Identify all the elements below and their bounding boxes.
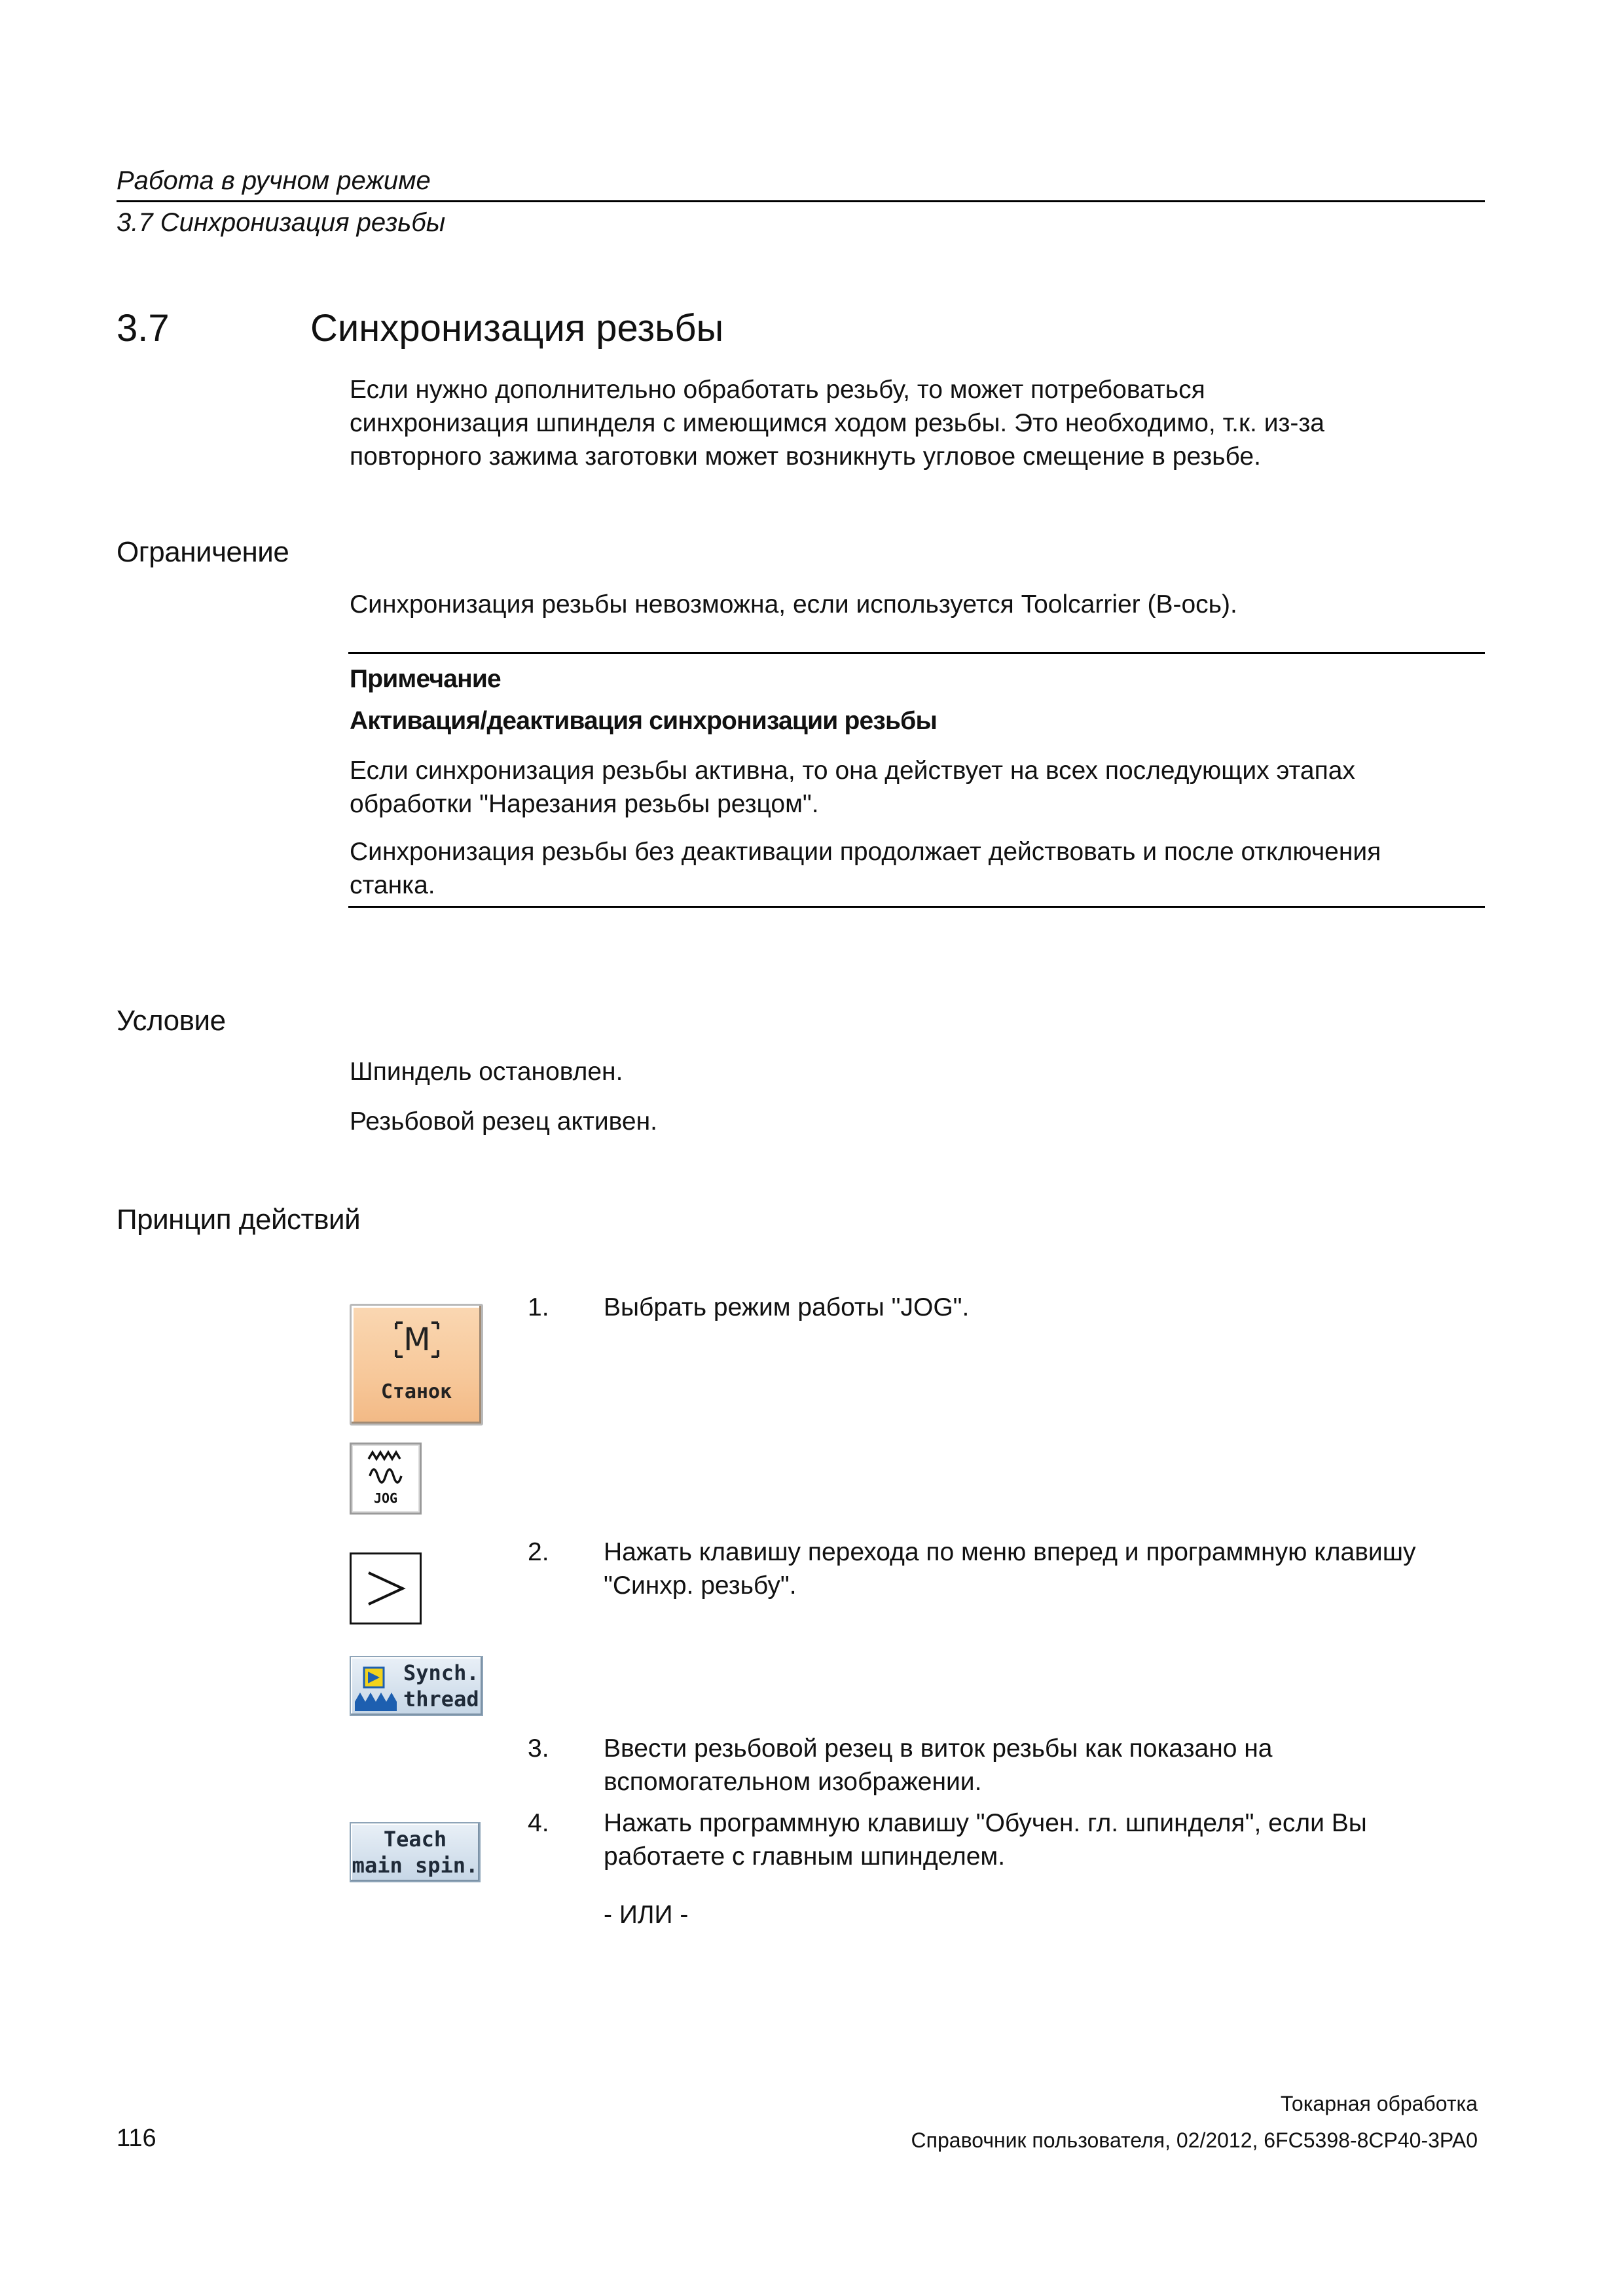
jog-key[interactable] — [350, 1443, 422, 1515]
machine-key[interactable] — [350, 1304, 483, 1426]
svg-text:M: M — [403, 1321, 431, 1358]
step-line: Нажать программную клавишу "Обучен. гл. шпинделя", если Вы — [604, 1809, 1367, 1837]
jog-icon — [363, 1448, 409, 1489]
condition-item: Резьбовой резец активен. — [350, 1107, 657, 1136]
step-line: вспомогательном изображении. — [604, 1768, 982, 1796]
note-line: Если синхронизация резьбы активна, то она действует на всех последующих этапах — [350, 757, 1355, 785]
note-title: Активация/деактивация синхронизации резьбы — [350, 707, 937, 735]
note-line: Синхронизация резьбы без деактивации продолжает действовать и после отключения — [350, 838, 1381, 866]
synch-thread-line2: thread — [403, 1687, 479, 1712]
note-paragraph-1 — [350, 754, 1355, 821]
chevron-right-icon — [365, 1569, 407, 1608]
jog-key-label: JOG — [373, 1490, 398, 1506]
step-line: Нажать клавишу перехода по меню вперед и программную клавишу — [604, 1538, 1416, 1566]
step-number: 4. — [528, 1809, 549, 1837]
step-line: "Синхр. резьбу". — [604, 1571, 797, 1600]
intro-paragraph — [350, 373, 1324, 473]
step-text — [604, 1535, 1416, 1602]
restriction-text: Синхронизация резьбы невозможна, если используется Toolcarrier (B-ось). — [350, 590, 1237, 619]
condition-item: Шпиндель остановлен. — [350, 1058, 623, 1086]
note-bottom-rule — [348, 906, 1485, 908]
synch-thread-icon — [355, 1664, 397, 1711]
step-text — [604, 1732, 1272, 1799]
or-separator: - ИЛИ - — [604, 1901, 689, 1929]
menu-forward-key[interactable] — [350, 1552, 422, 1624]
teach-main-spindle-softkey[interactable] — [350, 1822, 481, 1882]
footer-manual-info: Справочник пользователя, 02/2012, 6FC5398-8CP40-3PA0 — [911, 2128, 1478, 2152]
machine-key-label: Станок — [380, 1380, 452, 1403]
section-title: Синхронизация резьбы — [310, 307, 724, 350]
machine-m-icon — [391, 1314, 443, 1366]
header-rule — [117, 200, 1485, 202]
section-number: 3.7 — [117, 307, 170, 350]
note-top-rule — [348, 652, 1485, 654]
note-line: станка. — [350, 871, 435, 899]
step-text — [604, 1291, 969, 1324]
procedure-heading: Принцип действий — [117, 1204, 361, 1236]
synch-thread-softkey[interactable] — [350, 1656, 483, 1716]
note-line: обработки "Нарезания резьбы резцом". — [350, 790, 819, 818]
step-line: Ввести резьбовой резец в виток резьбы как показано на — [604, 1734, 1273, 1763]
running-header-chapter: Работа в ручном режиме — [117, 166, 431, 195]
restriction-heading: Ограничение — [117, 536, 289, 568]
intro-line: синхронизация шпинделя с имеющимся ходом резьбы. Это необходимо, т.к. из-за — [350, 409, 1324, 437]
running-header-section: 3.7 Синхронизация резьбы — [117, 208, 446, 237]
condition-heading: Условие — [117, 1005, 226, 1037]
intro-line: повторного зажима заготовки может возникнуть угловое смещение в резьбе. — [350, 442, 1261, 471]
step-number: 3. — [528, 1734, 549, 1763]
footer-book-title: Токарная обработка — [1280, 2092, 1478, 2115]
step-text — [604, 1806, 1367, 1873]
page-number: 116 — [117, 2125, 156, 2152]
step-line: Выбрать режим работы "JOG". — [604, 1293, 970, 1321]
intro-line: Если нужно дополнительно обработать резьбу, то может потребоваться — [350, 376, 1205, 404]
teach-line1: Teach — [383, 1827, 447, 1852]
note-label: Примечание — [350, 665, 501, 693]
step-line: работаете с главным шпинделем. — [604, 1842, 1006, 1871]
teach-line2: main spin. — [352, 1853, 479, 1878]
note-paragraph-2 — [350, 835, 1381, 902]
synch-thread-line1: Synch. — [403, 1660, 479, 1685]
step-number: 1. — [528, 1293, 549, 1321]
step-number: 2. — [528, 1538, 549, 1566]
